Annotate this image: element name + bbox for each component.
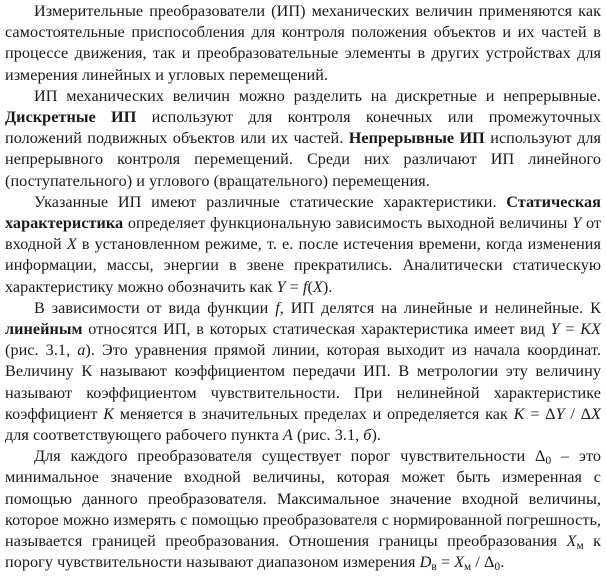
text-run: относятся ИП, в которых статическая характеристика имеет вид (82, 320, 551, 339)
text-run: = (559, 320, 581, 339)
paragraph (5, 86, 601, 192)
text-run: ). (371, 426, 382, 445)
math-symbol: K (513, 404, 525, 423)
text-run: используют для непрерывного контроля перемещений. Среди них различают ИП линейного (поступательного) и углового (вращательного) перемещения. (5, 129, 601, 190)
paragraph (5, 298, 601, 446)
text-run: / Δ (471, 553, 495, 572)
paragraph (5, 192, 601, 298)
text-run: . (500, 553, 505, 572)
math-symbol: D (419, 553, 432, 572)
subscript: м (576, 539, 584, 552)
math-symbol: f (302, 277, 308, 296)
text-run: = (285, 277, 303, 296)
bold-term: Непрерывные ИП (348, 129, 485, 148)
text-run: ( (307, 277, 313, 296)
text-run: = Δ (524, 404, 556, 423)
subscript: в (431, 561, 437, 574)
text-run: ). Это уравнения прямой линии, которая выходит из начала координат. Величину К называют коэффициентом передачи ИП. В метрологии эту величину называют коэффициентом чувствительности. При нелинейной характеристике коэффициент (5, 341, 601, 423)
text-run: ИП механических величин можно разделить на дискретные и непрерывные. (34, 86, 601, 105)
math-symbol: X (454, 553, 465, 572)
text-run: Измерительные преобразователи (ИП) механических величин применяются как самостоятельные приспособления для контроля положения объектов и их частей в процессе движения, так и преобразовательные элементы в других устройствах для измерения линейных и угловых перемещений. (5, 2, 601, 84)
text-run: определяет функциональную зависимость выходной величины (123, 214, 573, 233)
text-run: Для каждого преобразователя существует порог чувствительности (34, 447, 536, 466)
math-symbol: Y (555, 404, 565, 423)
paragraph (5, 446, 601, 573)
math-symbol: Y (550, 320, 560, 339)
paragraph (5, 1, 601, 86)
subscript: 0 (494, 561, 501, 574)
math-symbol: X (66, 235, 77, 254)
bold-term: линейным (5, 320, 83, 339)
bold-term: Статическая характеристика (5, 192, 601, 233)
text-run: / Δ (564, 404, 592, 423)
text-run: от входной (5, 214, 602, 254)
math-symbol: X (566, 532, 577, 551)
text-run: к порогу чувствительности называют диапазоном измерения (5, 532, 601, 572)
text-run: – это минимальное значение входной величины, которая может быть измеренная с помощью данного преобразователя. Максимальное значение входной величины, которое можно измерять с помощью преобразователя с нормированной погрешность, называется границей преобразования. Отношения границы преобразования (5, 447, 601, 551)
math-symbol: б (363, 426, 372, 445)
math-symbol: X (591, 404, 601, 423)
text-run: Δ (535, 447, 546, 466)
math-symbol: Y (572, 214, 582, 233)
text-run: (рис. 3.1, (5, 341, 78, 360)
subscript: 0 (545, 455, 552, 468)
math-symbol: KX (580, 320, 601, 339)
text-run: ). (322, 277, 333, 296)
text-run: Указанные ИП имеют различные статические характеристики. (34, 192, 507, 211)
math-symbol: Y (276, 277, 286, 296)
text-run: для соответствующего рабочего пункта (5, 426, 283, 445)
subscript: м (464, 561, 472, 574)
text-run: используют для контроля конечных или промежуточных положений подвижных объектов или их частей. (5, 108, 601, 148)
math-symbol: f (275, 298, 280, 317)
text-run: меняется в значительных пределах и определяется как (114, 404, 514, 423)
math-symbol: а (77, 341, 86, 360)
math-symbol: A (282, 426, 293, 445)
bold-term: Дискретные ИП (5, 108, 137, 127)
math-symbol: X (312, 277, 323, 296)
text-run: (рис. 3.1, (292, 426, 364, 445)
text-run: В зависимости от вида функции (34, 298, 276, 317)
math-symbol: K (103, 404, 115, 423)
text-run: = (436, 553, 455, 572)
text-run: в установленном режиме, т. е. после истечения времени, когда изменения информации, массы, энергии в звене прекратились. Аналитически статическую характеристику можно обозначить как (5, 235, 601, 296)
text-run: , ИП делятся на линейные и нелинейные. К (279, 298, 601, 317)
